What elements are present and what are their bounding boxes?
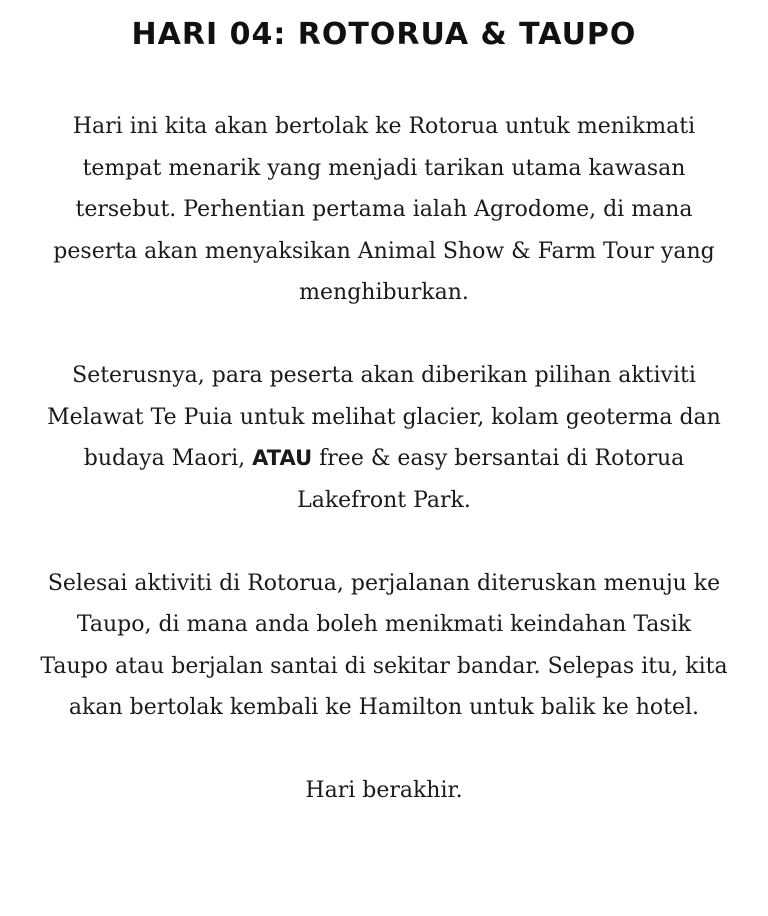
paragraph-taupo: Selesai aktiviti di Rotorua, perjalanan diteruskan menuju ke Taupo, di mana anda boleh menikmati keindahan Tasik Taupo atau berjalan santai di sekitar bandar. Selepas itu, kita akan bertolak kembali ke Hamilton untuk balik ke hotel. [40,570,728,720]
itinerary-body [40,106,728,812]
paragraph-day-end: Hari berakhir. [305,778,463,803]
paragraph-spacer [40,521,728,563]
or-emphasis: ATAU [252,446,313,470]
day-title: HARI 04: ROTORUA & TAUPO [131,17,637,52]
options-text-end: free & easy bersantai di Rotorua Lakefront Park. [297,446,685,513]
paragraph-agrodome: Hari ini kita akan bertolak ke Rotorua untuk menikmati tempat menarik yang menjadi tarikan utama kawasan tersebut. Perhentian pertama ialah Agrodome, di mana peserta akan menyaksikan Animal Show & Farm Tour yang menghiburkan. [53,114,715,305]
paragraph-spacer [40,314,728,356]
paragraph-spacer [40,729,728,771]
paragraph-activity-options [40,355,728,521]
options-text-start: Seterusnya, para peserta akan diberikan pilihan aktiviti Melawat Te Puia untuk melihat glacier, kolam geoterma dan budaya Maori, [47,363,721,471]
